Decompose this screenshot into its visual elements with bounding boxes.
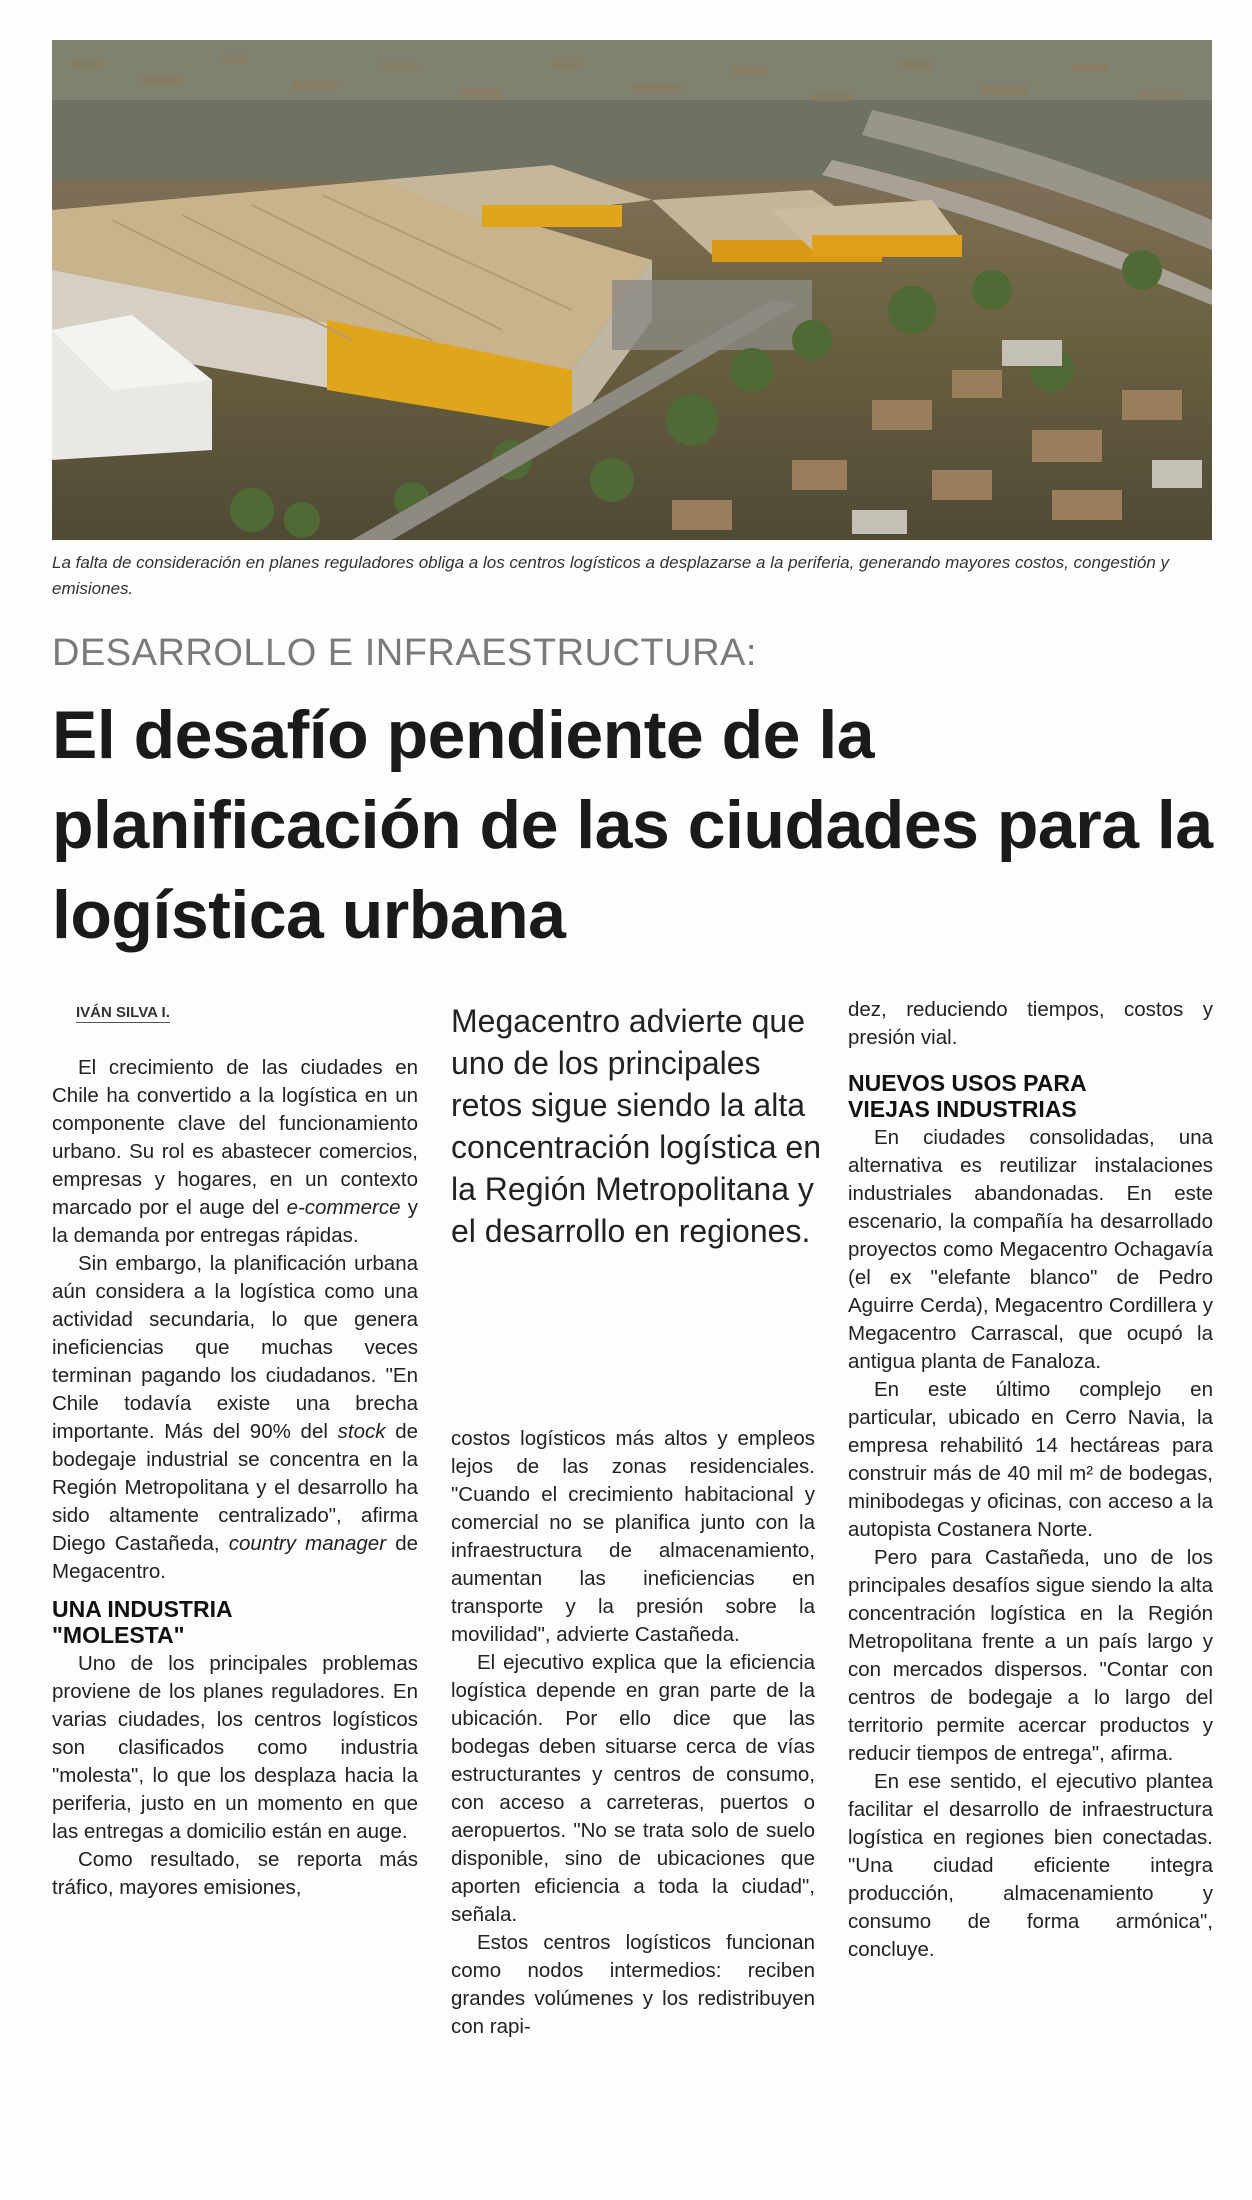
paragraph: Pero para Castañeda, uno de los principales desafíos sigue siendo la alta concentración logística en la Región Metropolitana frente a un país largo y con mercados dispersos. "Contar con centros de bodegaje a lo largo del territorio permite acercar productos y reducir tiempos de entrega", afirma.: [848, 1546, 1213, 1765]
paragraph: Estos centros logísticos funcionan como nodos intermedios: reciben grandes volúmenes y los redistribuyen con rapi-: [451, 1931, 815, 2038]
paragraph: dez, reduciendo tiempos, costos y presión vial.: [848, 998, 1213, 1049]
paragraph: En ciudades consolidadas, una alternativa es reutilizar instalaciones industriales abandonadas. En este escenario, la compañía ha desarrollado proyectos como Megacentro Ochagavía (el ex "elefante blanco" de Pedro Aguirre Cerda), Megacentro Cordillera y Megacentro Carrascal, que ocupó la antigua planta de Fanaloza.: [848, 1126, 1213, 1373]
subheading: NUEVOS USOS PARA VIEJAS INDUSTRIAS: [848, 1070, 1086, 1122]
headline: El desafío pendiente de la planificación de las ciudades para la logística urbana: [52, 697, 1213, 953]
article-photo: [52, 40, 1212, 540]
aerial-warehouse-photo: [52, 40, 1212, 540]
paragraph: En este último complejo en particular, ubicado en Cerro Navia, la empresa rehabilitó 14 hectáreas para construir más de 40 mil m² de bodegas, minibodegas y oficinas, con acceso a la autopista Costanera Norte.: [848, 1378, 1213, 1541]
photo-caption: La falta de consideración en planes reguladores obliga a los centros logísticos a desplazarse a la periferia, generando mayores costos, congestión y emisiones.: [52, 553, 1170, 598]
byline: IVÁN SILVA I.: [76, 1004, 170, 1021]
article-column-2: [451, 1425, 815, 2041]
paragraph: costos logísticos más altos y empleos lejos de las zonas residenciales. "Cuando el crecimiento habitacional y comercial no se planifica junto con la infraestructura de almacenamiento, aumentan las ineficiencias en transporte y la presión sobre la movilidad", advierte Castañeda.: [451, 1427, 815, 1646]
paragraph: El ejecutivo explica que la eficiencia logística depende en gran parte de la ubicación. Por ello dice que las bodegas deben situarse cerca de vías estructurantes y centros de consumo, con acceso a carreteras, puertos o aeropuertos. "No se trata solo de suelo disponible, sino de ubicaciones que aporten eficiencia a toda la ciudad", señala.: [451, 1651, 815, 1926]
article-column-3: [848, 996, 1213, 1964]
paragraph: En ese sentido, el ejecutivo plantea facilitar el desarrollo de infraestructura logística en regiones bien conectadas. "Una ciudad eficiente integra producción, almacenamiento y consumo de forma armónica", concluye.: [848, 1770, 1213, 1961]
section-kicker: DESARROLLO E INFRAESTRUCTURA:: [52, 632, 757, 674]
article-column-1: [52, 1054, 418, 1902]
pull-quote: Megacentro advierte que uno de los principales retos sigue siendo la alta concentración logística en la Región Metropolitana y el desarrollo en regiones.: [451, 1003, 821, 1249]
subheading: UNA INDUSTRIA "MOLESTA": [52, 1596, 232, 1648]
paragraph: Sin embargo, la planificación urbana aún considera a la logística como una actividad secundaria, lo que genera ineficiencias que muchas veces terminan pagando los ciudadanos. "En Chile todavía existe una brecha importante. Más del 90% del stock de bodegaje industrial se concentra en la Región Metropolitana y el desarrollo ha sido altamente centralizado", afirma Diego Castañeda, country manager de Megacentro.: [52, 1252, 419, 1583]
paragraph: El crecimiento de las ciudades en Chile ha convertido a la logística en un componente clave del funcionamiento urbano. Su rol es abastecer comercios, empresas y hogares, en un contexto marcado por el auge del e-commerce y la demanda por entregas rápidas.: [52, 1056, 419, 1247]
paragraph: Uno de los principales problemas proviene de los planes reguladores. En varias ciudades, los centros logísticos son clasificados como industria "molesta", lo que los desplaza hacia la periferia, justo en un momento en que las entregas a domicilio están en auge.: [52, 1652, 418, 1843]
paragraph: Como resultado, se reporta más tráfico, mayores emisiones,: [52, 1848, 418, 1899]
